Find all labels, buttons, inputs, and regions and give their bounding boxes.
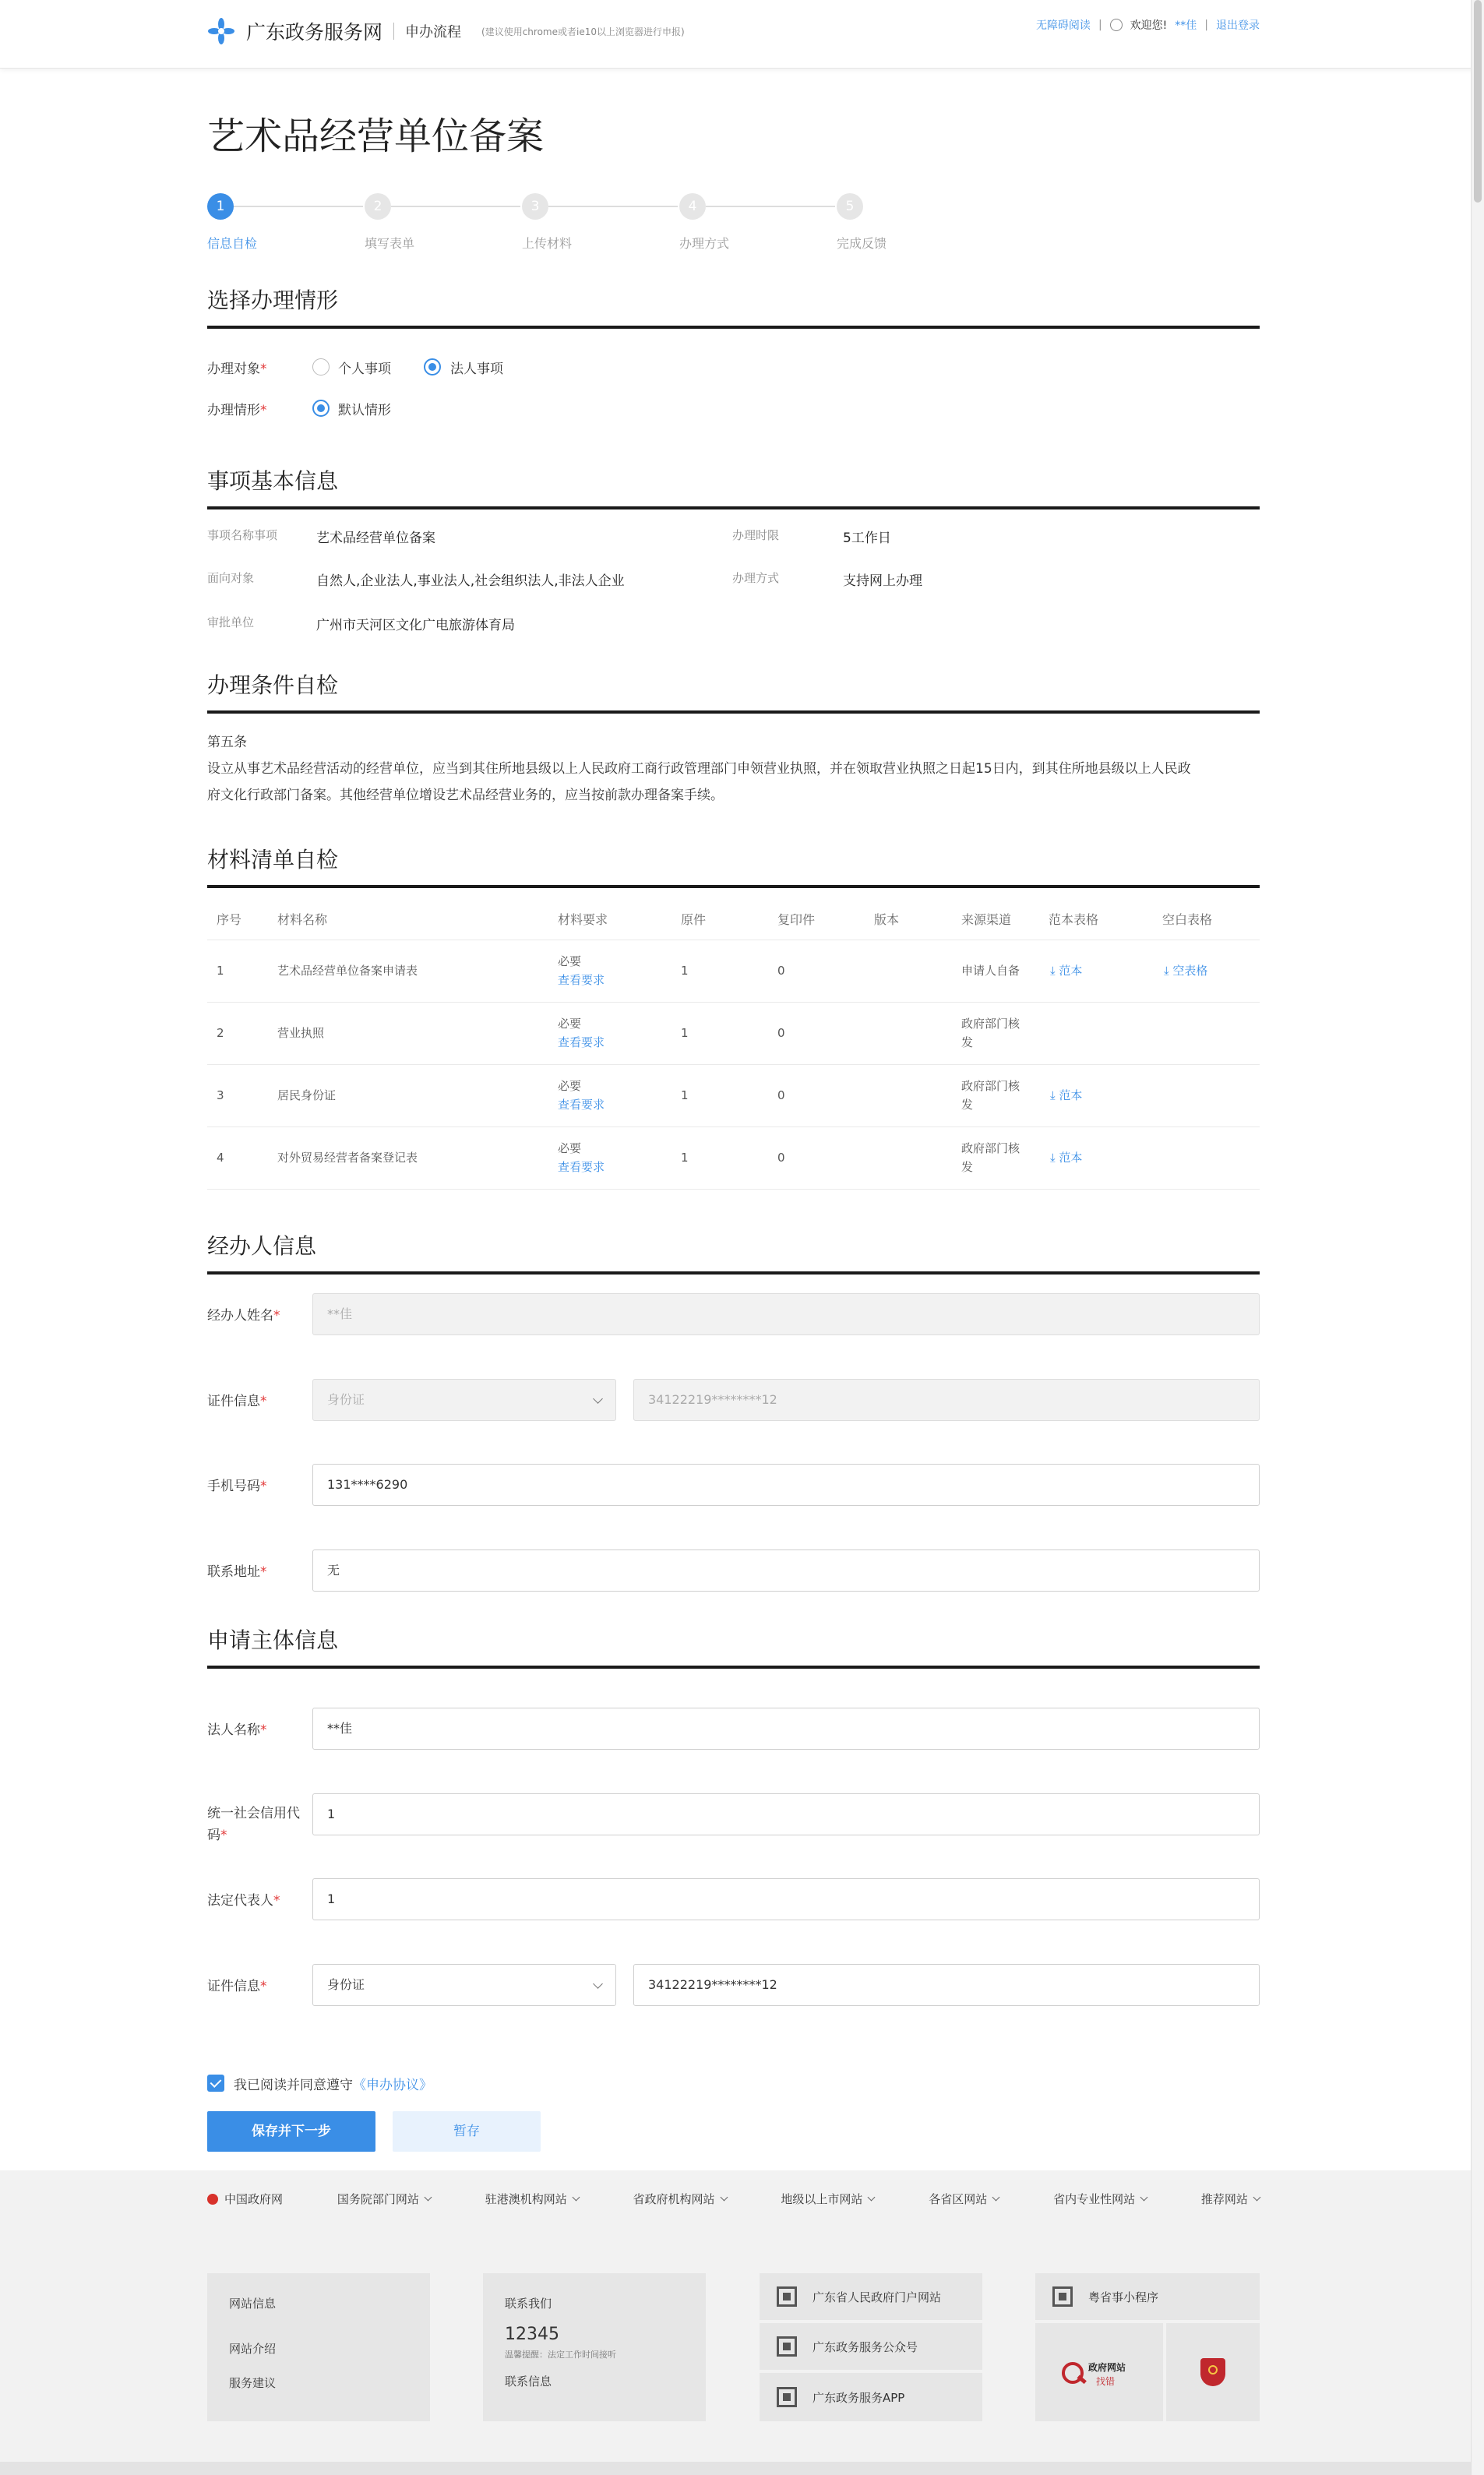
logout-link[interactable]: 退出登录	[1216, 19, 1260, 32]
cell-name: 营业执照	[277, 1026, 325, 1040]
chevron-down-icon	[1140, 2194, 1148, 2202]
row-divider	[207, 1002, 1260, 1003]
applicant-cert-no-input[interactable]: 34122219********12	[633, 1964, 1260, 2006]
cell-no: 4	[217, 1151, 224, 1165]
col-header-copy: 复印件	[777, 912, 816, 927]
cell-req: 必要	[558, 1079, 582, 1093]
contact-info-link[interactable]: 联系信息	[505, 2375, 552, 2389]
cell-copy: 0	[777, 964, 785, 978]
footer-nav	[207, 2191, 1260, 2207]
agent-cert-type-select[interactable]	[312, 1379, 616, 1421]
logo-icon	[207, 17, 235, 45]
step-connector	[234, 206, 363, 207]
materials-table	[207, 910, 1260, 1268]
cell-name: 对外贸易经营者备案登记表	[277, 1151, 418, 1165]
col-header-name: 材料名称	[277, 912, 328, 927]
item-name-key: 事项名称事项	[207, 528, 278, 542]
condition-article: 第五条	[207, 735, 247, 750]
header-divider	[393, 23, 394, 40]
applicant-cert-type-select[interactable]	[312, 1964, 616, 2006]
qr-code-icon	[777, 2387, 797, 2407]
sample-download-link[interactable]: ⤓ 范本	[1050, 1088, 1083, 1102]
cell-no: 2	[217, 1026, 224, 1040]
hotline-note: 温馨提醒：法定工作时间接听	[505, 2350, 616, 2360]
step-connector	[706, 206, 835, 207]
step-3-label: 上传材料	[522, 236, 573, 251]
cell-orig: 1	[681, 1088, 689, 1102]
footer-nav-state-council[interactable]: 国务院部门网站	[337, 2191, 431, 2207]
step-2-number: 2	[365, 193, 391, 220]
col-header-req: 材料要求	[558, 912, 608, 927]
cell-source-cont: 发	[961, 1035, 974, 1049]
section-title-materials: 材料清单自检	[207, 843, 1260, 888]
footer-nav-gov[interactable]: 中国政府网	[207, 2191, 283, 2207]
step-5-label: 完成反馈	[837, 236, 887, 251]
contact-box	[483, 2273, 706, 2421]
section-title-situation: 选择办理情形	[207, 284, 1260, 329]
col-header-blank: 空白表格	[1162, 912, 1213, 927]
site-intro-link[interactable]: 网站介绍	[229, 2342, 277, 2356]
header-separator: |	[1204, 19, 1208, 31]
badge-text-2: 找错	[1096, 2376, 1116, 2387]
agent-name-input[interactable]: **佳	[312, 1293, 1260, 1335]
corp-name-label: 法人名称*	[207, 1722, 267, 1738]
cell-source-cont: 发	[961, 1160, 974, 1174]
download-icon: ⤓	[1164, 964, 1169, 978]
target-key: 面向对象	[207, 571, 255, 585]
site-name: 广东政务服务网	[246, 21, 383, 44]
radio-corporate-label[interactable]: 法人事项	[450, 361, 503, 377]
col-header-version: 版本	[874, 912, 900, 927]
step-4-number: 4	[679, 193, 706, 220]
cell-copy: 0	[777, 1026, 785, 1040]
radio-default-case-label[interactable]: 默认情形	[338, 403, 391, 418]
footer-nav-provincial-orgs[interactable]: 省政府机构网站	[633, 2191, 727, 2207]
download-icon: ⤓	[1050, 1088, 1056, 1102]
step-connector	[391, 206, 520, 207]
section-title-agent: 经办人信息	[207, 1229, 1260, 1275]
target-value: 自然人,企业法人,事业法人,社会组织法人,非法人企业	[316, 573, 625, 589]
step-1-number: 1	[207, 193, 234, 220]
chevron-down-icon	[992, 2194, 1000, 2202]
legal-rep-label: 法定代表人*	[207, 1893, 280, 1909]
radio-default-case[interactable]	[312, 400, 330, 417]
header-subtitle: 申办流程	[405, 24, 462, 41]
cell-orig: 1	[681, 1026, 689, 1040]
qr-code-icon	[777, 2336, 797, 2357]
agreement-text: 我已阅读并同意遵守《申办协议》	[234, 2078, 432, 2093]
radio-corporate[interactable]	[424, 358, 441, 375]
cell-copy: 0	[777, 1151, 785, 1165]
radio-personal[interactable]	[312, 358, 330, 375]
footer-nav-recommended[interactable]: 推荐网站	[1201, 2191, 1260, 2207]
cell-source: 政府部门核	[961, 1017, 1020, 1031]
step-connector	[548, 206, 678, 207]
condition-text-line1: 设立从事艺术品经营活动的经营单位，应当到其住所地县级以上人民政府工商行政管理部门申领营业执照，并在领取营业执照之日起15日内，到其住所地县级以上人民政	[207, 761, 1191, 777]
user-icon	[1110, 19, 1123, 31]
view-requirement-link[interactable]: 查看要求	[558, 1160, 605, 1174]
site-suggest-link[interactable]: 服务建议	[229, 2376, 277, 2390]
badge-text-1: 政府网站	[1088, 2362, 1126, 2373]
mini-program-item[interactable]	[1035, 2273, 1260, 2320]
agent-phone-label: 手机号码*	[207, 1479, 267, 1494]
cell-orig: 1	[681, 1151, 689, 1165]
row-divider	[207, 1189, 1260, 1190]
row-divider	[207, 1126, 1260, 1127]
save-next-button[interactable]: 保存并下一步	[207, 2111, 375, 2152]
cell-name: 居民身份证	[277, 1088, 337, 1102]
section-title-condition: 办理条件自检	[207, 668, 1260, 714]
row-divider	[207, 1064, 1260, 1065]
view-requirement-link[interactable]: 查看要求	[558, 1098, 605, 1112]
page-scrollbar[interactable]	[1471, 0, 1484, 2475]
mode-value: 支持网上办理	[843, 573, 922, 589]
footer-nav-cities[interactable]: 地级以上市网站	[781, 2191, 874, 2207]
chevron-down-icon	[424, 2194, 432, 2202]
sample-download-link[interactable]: ⤓ 范本	[1050, 964, 1083, 978]
chevron-down-icon	[720, 2194, 728, 2202]
condition-text-line2: 府文化行政部门备案。其他经营单位增设艺术品经营业务的，应当按前款办理备案手续。	[207, 788, 724, 803]
cell-req: 必要	[558, 954, 582, 968]
corp-name-input[interactable]: **佳	[312, 1708, 1260, 1750]
sample-download-link[interactable]: ⤓ 范本	[1050, 1151, 1083, 1165]
qr-item-label: 广东政务服务APP	[812, 2391, 905, 2405]
agent-cert-type-value: 身份证	[327, 1392, 365, 1407]
step-4-label: 办理方式	[679, 236, 730, 251]
credit-code-input[interactable]: 1	[312, 1793, 1260, 1835]
col-header-sample: 范本表格	[1049, 912, 1099, 927]
accessibility-link[interactable]: 无障碍阅读	[1035, 19, 1091, 32]
item-name-value: 艺术品经营单位备案	[316, 531, 435, 546]
site-info-title: 网站信息	[229, 2297, 277, 2311]
section-title-basic: 事项基本信息	[207, 464, 1260, 509]
cell-no: 3	[217, 1088, 224, 1102]
download-icon: ⤓	[1050, 964, 1056, 978]
mini-program-label: 粤省事小程序	[1088, 2290, 1159, 2304]
national-emblem-icon	[207, 2194, 218, 2205]
credit-code-label: 统一社会信用代 码*	[207, 1806, 300, 1843]
site-info-box	[207, 2273, 430, 2421]
username-link[interactable]: **佳	[1175, 19, 1197, 32]
contact-title: 联系我们	[505, 2297, 552, 2311]
dept-value: 广州市天河区文化广电旅游体育局	[316, 618, 515, 633]
qr-item[interactable]	[760, 2323, 982, 2370]
col-header-source: 来源渠道	[961, 912, 1012, 927]
cell-req: 必要	[558, 1017, 582, 1031]
cell-source-cont: 发	[961, 1098, 974, 1112]
view-requirement-link[interactable]: 查看要求	[558, 973, 605, 987]
cell-copy: 0	[777, 1088, 785, 1102]
qr-code-icon	[777, 2286, 797, 2307]
agent-address-input[interactable]: 无	[312, 1550, 1260, 1592]
cell-req: 必要	[558, 1141, 582, 1155]
qr-item-label: 广东省人民政府门户网站	[812, 2290, 942, 2304]
hotline-number: 12345	[505, 2325, 559, 2344]
cell-no: 1	[217, 964, 224, 978]
agent-cert-no-input[interactable]: 34122219********12	[633, 1379, 1260, 1421]
footer-nav-hkmo[interactable]: 驻港澳机构网站	[485, 2191, 579, 2207]
footer-nav-provinces[interactable]: 各省区网站	[929, 2191, 999, 2207]
chevron-down-icon	[868, 2194, 876, 2202]
header-separator: |	[1098, 19, 1102, 31]
qr-item-label: 广东政务服务公众号	[812, 2340, 918, 2354]
chevron-down-icon	[593, 1394, 603, 1404]
agent-address-label: 联系地址*	[207, 1564, 267, 1580]
progress-steps	[207, 193, 986, 256]
agent-name-label: 经办人姓名*	[207, 1308, 280, 1324]
col-header-no: 序号	[217, 912, 242, 927]
welcome-text: 欢迎您!	[1130, 19, 1168, 32]
cell-source: 政府部门核	[961, 1141, 1020, 1155]
col-header-orig: 原件	[681, 912, 707, 927]
temp-save-button[interactable]: 暂存	[393, 2111, 541, 2152]
top-header	[0, 0, 1484, 69]
emblem-icon	[1200, 2358, 1225, 2386]
step-5-number: 5	[837, 193, 863, 220]
qr-item[interactable]	[760, 2273, 982, 2320]
section-title-applicant: 申请主体信息	[207, 1624, 1260, 1669]
mode-key: 办理方式	[732, 571, 780, 585]
agent-phone-input[interactable]: 131****6290	[312, 1464, 1260, 1506]
scrollbar-thumb[interactable]	[1474, 0, 1482, 203]
cell-orig: 1	[681, 964, 689, 978]
object-label: 办理对象*	[207, 361, 267, 377]
cell-source: 政府部门核	[961, 1079, 1020, 1093]
page-title: 艺术品经营单位备案	[207, 115, 545, 158]
time-limit-key: 办理时限	[732, 528, 780, 542]
blank-form-download-link[interactable]: ⤓ 空表格	[1164, 964, 1208, 978]
applicant-cert-label: 证件信息*	[207, 1979, 267, 1994]
gov-site-badge-icon	[1060, 2357, 1138, 2389]
header-user-area	[1036, 17, 1260, 33]
chevron-down-icon	[572, 2194, 580, 2202]
footer	[0, 2170, 1471, 2475]
qr-item[interactable]	[760, 2373, 982, 2421]
step-1-label: 信息自检	[207, 236, 258, 251]
view-requirement-link[interactable]: 查看要求	[558, 1035, 605, 1049]
agreement-link[interactable]: 《申办协议》	[353, 2078, 432, 2093]
agreement-checkbox[interactable]	[207, 2075, 224, 2092]
dept-key: 审批单位	[207, 615, 255, 629]
step-2-label: 填写表单	[365, 236, 415, 251]
chevron-down-icon	[593, 1979, 603, 1989]
time-limit-value: 5工作日	[843, 531, 891, 546]
party-emblem-badge[interactable]	[1166, 2323, 1260, 2421]
footer-bottom-bar	[0, 2462, 1471, 2475]
qr-code-icon	[1052, 2286, 1073, 2307]
agent-cert-label: 证件信息*	[207, 1394, 267, 1409]
radio-personal-label[interactable]: 个人事项	[338, 361, 391, 377]
step-3-number: 3	[522, 193, 548, 220]
site-logo[interactable]	[207, 17, 685, 45]
chevron-down-icon	[1253, 2194, 1260, 2202]
cell-source: 申请人自备	[961, 964, 1020, 978]
download-icon: ⤓	[1050, 1151, 1056, 1165]
case-label: 办理情形*	[207, 403, 267, 418]
gov-site-error-badge[interactable]	[1035, 2323, 1163, 2421]
browser-note: (建议使用chrome或者ie10以上浏览器进行申报)	[481, 26, 685, 37]
legal-rep-input[interactable]: 1	[312, 1878, 1260, 1920]
cell-name: 艺术品经营单位备案申请表	[277, 964, 418, 978]
footer-nav-professional[interactable]: 省内专业性网站	[1053, 2191, 1147, 2207]
applicant-cert-type-value: 身份证	[327, 1977, 365, 1992]
